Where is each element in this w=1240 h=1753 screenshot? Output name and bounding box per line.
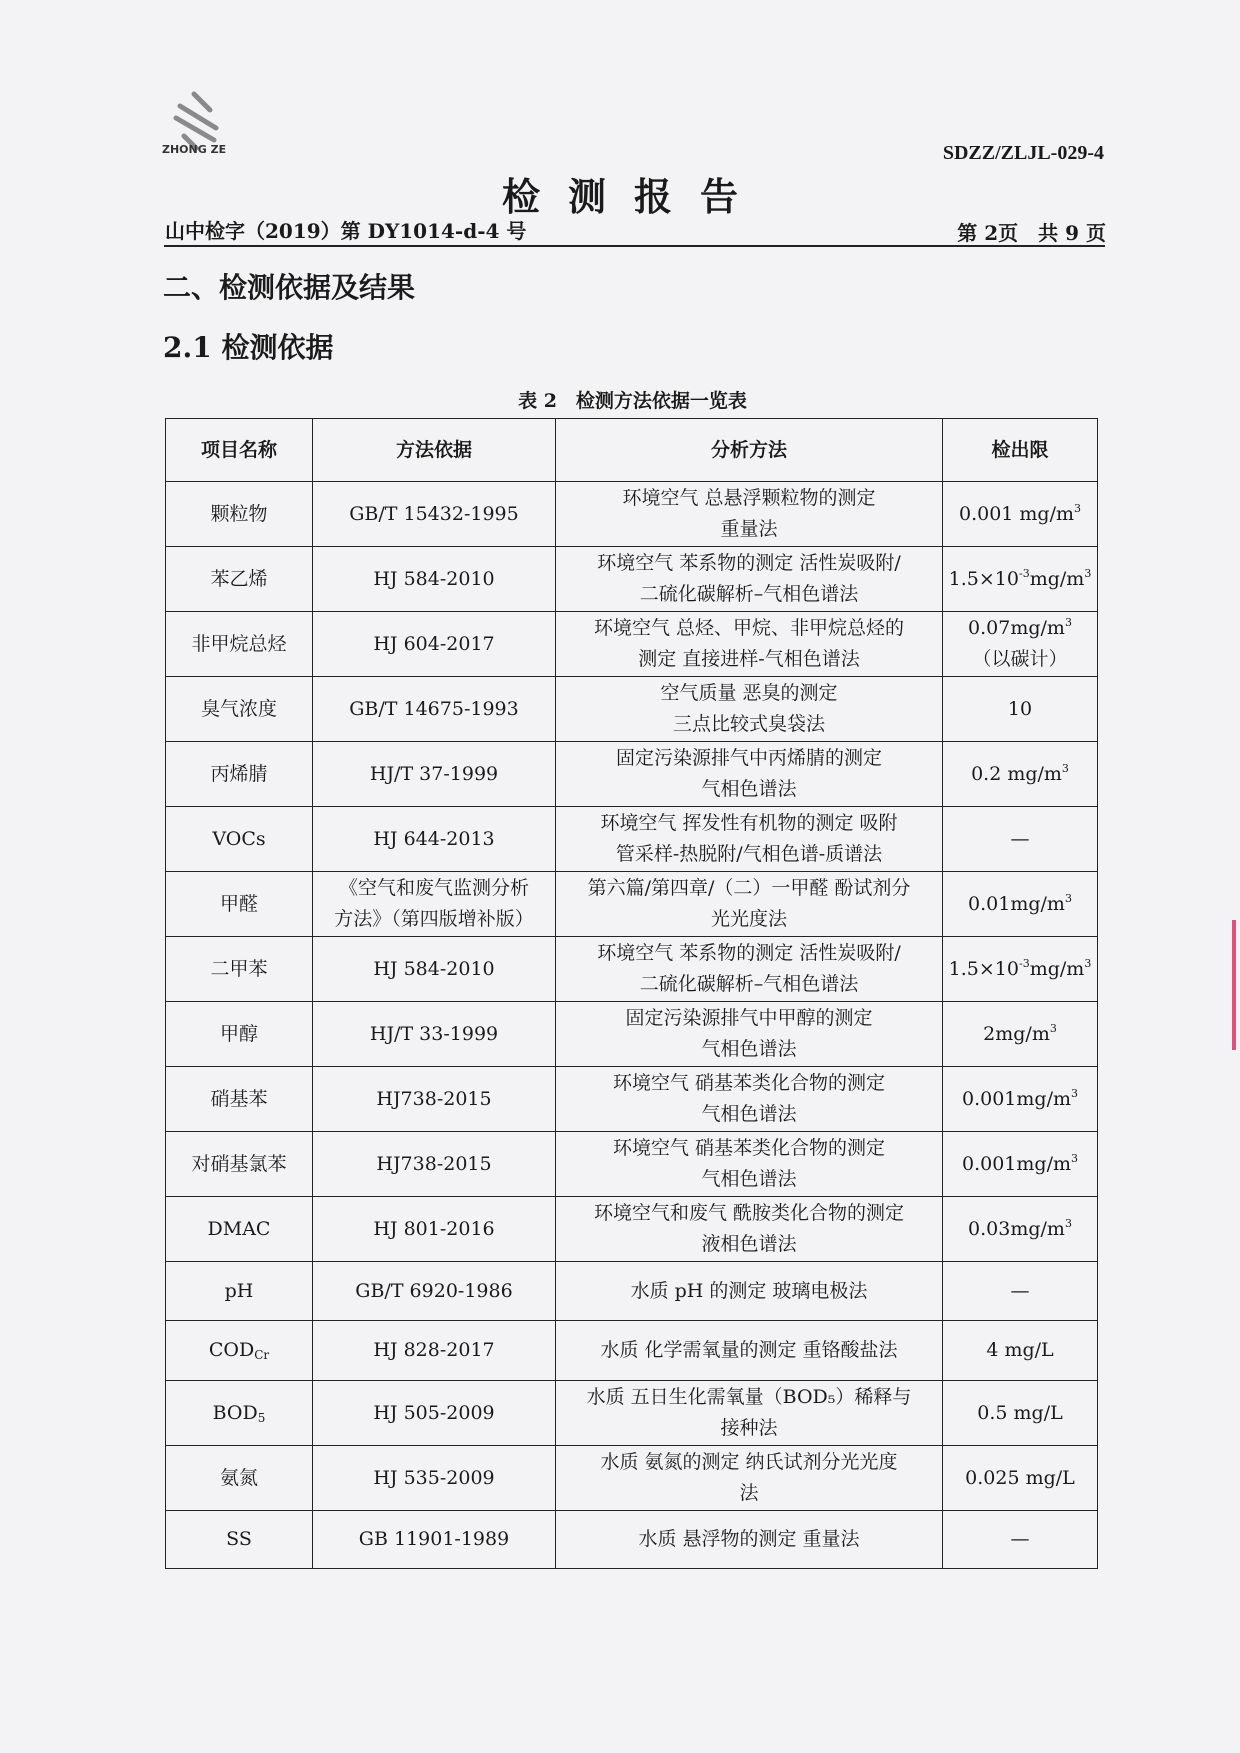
superscript: 3 — [1084, 956, 1092, 970]
cell-line: GB 11901-1989 — [358, 1528, 510, 1550]
method-basis-cell — [313, 1132, 556, 1197]
cell-line — [947, 1149, 1093, 1180]
cell-line: 环境空气 硝基苯类化合物的测定 — [612, 1072, 886, 1094]
table-header-row — [166, 419, 1098, 482]
cell-line — [947, 889, 1093, 920]
cell-line: 测定 直接进样-气相色谱法 — [638, 648, 860, 670]
superscript: 3 — [1074, 501, 1082, 515]
analysis-method-cell — [556, 482, 943, 547]
cell-line: HJ738-2015 — [376, 1087, 492, 1110]
text: 0.07mg/m — [968, 617, 1065, 639]
cell-line: 环境空气 硝基苯类化合物的测定 — [612, 1137, 886, 1159]
cell-line: 环境空气 总烃、甲烷、非甲烷总烃的 — [593, 617, 905, 639]
cell-line: HJ 644-2013 — [373, 827, 495, 850]
detection-limit-cell — [943, 1197, 1098, 1262]
cell-line: 重量法 — [720, 518, 778, 540]
cell-line: 环境空气 苯系物的测定 活性炭吸附/ — [597, 552, 901, 574]
superscript: 3 — [1084, 566, 1092, 580]
table-row — [166, 612, 1098, 677]
table-row — [166, 1132, 1098, 1197]
text: — — [1010, 1528, 1030, 1550]
cell-line: 水质 悬浮物的测定 重量法 — [638, 1528, 860, 1550]
detection-limit-cell — [943, 612, 1098, 677]
text: — — [1010, 1279, 1030, 1302]
subsection-heading: 2.1 检测依据 — [163, 331, 334, 364]
cell-line: 第六篇/第四章/（二）一甲醛 酚试剂分 — [587, 877, 911, 899]
method-basis-cell — [313, 937, 556, 1002]
text: 二甲苯 — [210, 957, 268, 980]
analysis-method-cell — [556, 807, 943, 872]
text: 氨氮 — [219, 1466, 258, 1489]
method-basis-cell — [313, 1067, 556, 1132]
table-row — [166, 677, 1098, 742]
analysis-method-cell — [556, 677, 943, 742]
cell-line — [947, 613, 1093, 644]
header-divider — [164, 245, 1105, 247]
analysis-method-cell — [556, 872, 943, 937]
cell-line: 《空气和废气监测分析 — [338, 877, 529, 899]
cell-line — [170, 1276, 308, 1307]
text: 颗粒物 — [210, 502, 268, 525]
cell-line: 二硫化碳解析–气相色谱法 — [639, 583, 859, 605]
method-basis-cell — [313, 1511, 556, 1569]
cell-line: HJ 584-2010 — [373, 567, 495, 590]
superscript: 3 — [1071, 1086, 1078, 1100]
cell-line: 气相色谱法 — [701, 1038, 797, 1060]
cell-line — [947, 1335, 1093, 1366]
text: 丙烯腈 — [210, 762, 268, 785]
cell-line: 管采样-热脱附/气相色谱-质谱法 — [615, 843, 883, 865]
method-basis-cell — [313, 872, 556, 937]
text: DMAC — [207, 1217, 271, 1240]
item-name-cell — [166, 482, 313, 547]
table-row — [166, 1002, 1098, 1067]
column-header: 项目名称 — [166, 419, 313, 482]
text: 0.5 mg/L — [977, 1401, 1063, 1424]
cell-line: 环境空气 总悬浮颗粒物的测定 — [622, 487, 876, 509]
detection-limit-cell — [943, 937, 1098, 1002]
cell-line: HJ/T 37-1999 — [369, 762, 499, 785]
item-name-cell — [166, 807, 313, 872]
cell-line: 接种法 — [720, 1417, 778, 1439]
text: SS — [226, 1528, 252, 1550]
detection-limit-cell — [943, 1067, 1098, 1132]
table-row — [166, 1511, 1098, 1569]
cell-line — [947, 759, 1093, 790]
analysis-method-cell — [556, 612, 943, 677]
analysis-method-cell — [556, 1067, 943, 1132]
cell-line: 环境空气 挥发性有机物的测定 吸附 — [600, 812, 898, 834]
table-row — [166, 1197, 1098, 1262]
text: COD — [208, 1339, 255, 1361]
logo-text: ZHONG ZE — [162, 143, 227, 156]
cell-line: 液相色谱法 — [701, 1233, 797, 1255]
method-basis-cell — [313, 547, 556, 612]
item-name-cell — [166, 1381, 313, 1446]
text: — — [1010, 827, 1030, 850]
superscript: 3 — [1064, 616, 1072, 629]
text: 0.001 mg/m — [958, 502, 1075, 525]
method-table — [165, 418, 1098, 1569]
detection-limit-cell — [943, 807, 1098, 872]
analysis-method-cell — [556, 742, 943, 807]
cell-line — [170, 954, 308, 985]
cell-line — [170, 694, 308, 725]
text: 对硝基氯苯 — [191, 1152, 287, 1175]
cell-line — [947, 1463, 1093, 1494]
text: 0.001mg/m — [962, 1152, 1071, 1175]
cell-line: 三点比较式臭袋法 — [672, 713, 825, 735]
text: 非甲烷总烃 — [191, 632, 287, 655]
table-row — [166, 742, 1098, 807]
item-name-cell — [166, 677, 313, 742]
table-row — [166, 1321, 1098, 1381]
table-row — [166, 1381, 1098, 1446]
detection-limit-cell — [943, 1002, 1098, 1067]
text: 甲醇 — [219, 1022, 258, 1045]
analysis-method-cell — [556, 1511, 943, 1569]
table-row — [166, 1067, 1098, 1132]
method-basis-cell — [313, 1002, 556, 1067]
cell-line: GB/T 14675-1993 — [349, 697, 519, 720]
method-basis-cell — [313, 1262, 556, 1321]
page-number: 第 2页 共 9 页 — [957, 221, 1106, 245]
text: 0.025 mg/L — [965, 1466, 1075, 1489]
table-row — [166, 482, 1098, 547]
cell-line: 气相色谱法 — [701, 778, 797, 800]
cell-line — [170, 824, 308, 855]
method-basis-cell — [313, 612, 556, 677]
cell-line — [170, 759, 308, 790]
detection-limit-cell — [943, 677, 1098, 742]
cell-line: HJ/T 33-1999 — [369, 1022, 499, 1045]
text: 臭气浓度 — [200, 697, 277, 720]
cell-line: HJ 584-2010 — [373, 957, 495, 980]
cell-line — [170, 564, 308, 595]
table-row — [166, 807, 1098, 872]
item-name-cell — [166, 547, 313, 612]
detection-limit-cell — [943, 482, 1098, 547]
detection-limit-cell — [943, 1511, 1098, 1569]
detection-limit-cell — [943, 1321, 1098, 1381]
section-heading: 二、检测依据及结果 — [163, 271, 416, 304]
cell-line — [170, 1463, 308, 1494]
cell-line — [170, 1398, 308, 1429]
text: 2mg/m — [983, 1022, 1050, 1045]
table-row — [166, 1446, 1098, 1511]
cell-line — [947, 564, 1093, 595]
table-caption: 表 2 检测方法依据一览表 — [518, 390, 747, 412]
cell-line: HJ 505-2009 — [373, 1401, 495, 1424]
cell-line: HJ 535-2009 — [373, 1466, 495, 1489]
cell-line: HJ738-2015 — [376, 1152, 492, 1175]
analysis-method-cell — [556, 1381, 943, 1446]
text: 0.2 mg/m — [971, 762, 1062, 785]
cell-line — [170, 499, 308, 530]
cell-line: 固定污染源排气中甲醇的测定 — [625, 1007, 873, 1029]
column-header: 检出限 — [943, 419, 1098, 482]
cell-line: 二硫化碳解析–气相色谱法 — [639, 973, 859, 995]
subscript: 5 — [257, 1410, 266, 1425]
analysis-method-cell — [556, 1262, 943, 1321]
analysis-method-cell — [556, 547, 943, 612]
cell-line — [170, 1335, 308, 1366]
cell-line: 水质 五日生化需氧量（BOD₅）稀释与 — [586, 1386, 912, 1408]
method-basis-cell — [313, 1321, 556, 1381]
cell-line: 固定污染源排气中丙烯腈的测定 — [615, 747, 882, 769]
cell-line — [170, 1524, 308, 1555]
method-basis-cell — [313, 1381, 556, 1446]
cell-line: 方法》（第四版增补版） — [334, 908, 534, 930]
text: 4 mg/L — [986, 1339, 1054, 1361]
cell-line: 水质 氨氮的测定 纳氏试剂分光光度 — [600, 1451, 898, 1473]
item-name-cell — [166, 742, 313, 807]
method-basis-cell — [313, 482, 556, 547]
cell-line — [170, 889, 308, 920]
text: 1.5×10 — [948, 957, 1019, 980]
edge-stamp-mark — [1232, 920, 1236, 1050]
cell-line — [947, 1398, 1093, 1429]
cell-line: HJ 801-2016 — [373, 1217, 495, 1240]
method-basis-cell — [313, 807, 556, 872]
detection-limit-cell — [943, 1262, 1098, 1321]
cell-line: 空气质量 恶臭的测定 — [660, 682, 838, 704]
text: mg/m — [1029, 567, 1085, 590]
analysis-method-cell — [556, 1197, 943, 1262]
table-row — [166, 1262, 1098, 1321]
table-row — [166, 937, 1098, 1002]
text: BOD — [212, 1401, 258, 1424]
method-basis-cell — [313, 742, 556, 807]
text: 苯乙烯 — [210, 567, 268, 590]
table-row — [166, 872, 1098, 937]
method-basis-cell — [313, 1197, 556, 1262]
item-name-cell — [166, 1321, 313, 1381]
cell-line — [947, 824, 1093, 855]
item-name-cell — [166, 1511, 313, 1569]
cell-line — [170, 1084, 308, 1115]
cell-line — [947, 644, 1093, 675]
subscript: Cr — [254, 1348, 270, 1362]
text: 0.03mg/m — [968, 1217, 1065, 1240]
item-name-cell — [166, 612, 313, 677]
analysis-method-cell — [556, 937, 943, 1002]
cell-line — [947, 1019, 1093, 1050]
cell-line — [947, 499, 1093, 530]
text: mg/m — [1029, 957, 1085, 980]
superscript: 3 — [1064, 891, 1072, 905]
text: 10 — [1007, 697, 1033, 720]
superscript: -3 — [1019, 566, 1030, 580]
cell-line: GB/T 15432-1995 — [349, 502, 519, 525]
cell-line: GB/T 6920-1986 — [355, 1279, 513, 1302]
detection-limit-cell — [943, 547, 1098, 612]
text: VOCs — [212, 827, 266, 850]
cell-line — [947, 694, 1093, 725]
cell-line — [947, 1214, 1093, 1245]
cell-line — [947, 954, 1093, 985]
cell-line — [170, 1019, 308, 1050]
item-name-cell — [166, 937, 313, 1002]
superscript: -3 — [1019, 956, 1030, 970]
analysis-method-cell — [556, 1002, 943, 1067]
cell-line: 水质 pH 的测定 玻璃电极法 — [630, 1279, 868, 1302]
method-basis-cell — [313, 1446, 556, 1511]
cell-line: 气相色谱法 — [701, 1168, 797, 1190]
cell-line — [947, 1084, 1093, 1115]
analysis-method-cell — [556, 1132, 943, 1197]
report-number: 山中检字（2019）第 DY1014-d-4 号 — [165, 219, 527, 243]
item-name-cell — [166, 1446, 313, 1511]
cell-line: HJ 828-2017 — [373, 1339, 495, 1361]
cell-line: HJ 604-2017 — [373, 632, 495, 655]
detection-limit-cell — [943, 1446, 1098, 1511]
page-title: 检测报告 — [501, 174, 766, 219]
document-code: SDZZ/ZLJL-029-4 — [942, 142, 1104, 164]
cell-line: 环境空气和废气 酰胺类化合物的测定 — [593, 1202, 905, 1224]
item-name-cell — [166, 1262, 313, 1321]
cell-line: 气相色谱法 — [701, 1103, 797, 1125]
cell-line — [170, 1214, 308, 1245]
column-header: 方法依据 — [313, 419, 556, 482]
detection-limit-cell — [943, 1381, 1098, 1446]
item-name-cell — [166, 1002, 313, 1067]
superscript: 3 — [1061, 761, 1069, 775]
text: 硝基苯 — [210, 1087, 268, 1110]
text: 1.5×10 — [948, 567, 1019, 590]
table-row — [166, 547, 1098, 612]
item-name-cell — [166, 1067, 313, 1132]
analysis-method-cell — [556, 1321, 943, 1381]
detection-limit-cell — [943, 872, 1098, 937]
item-name-cell — [166, 872, 313, 937]
analysis-method-cell — [556, 1446, 943, 1511]
superscript: 3 — [1049, 1021, 1057, 1035]
text: 甲醛 — [219, 892, 258, 915]
cell-line — [947, 1524, 1093, 1555]
column-header: 分析方法 — [556, 419, 943, 482]
item-name-cell — [166, 1197, 313, 1262]
method-basis-cell — [313, 677, 556, 742]
text: pH — [224, 1279, 254, 1302]
cell-line — [947, 1276, 1093, 1307]
item-name-cell — [166, 1132, 313, 1197]
detection-limit-cell — [943, 742, 1098, 807]
cell-line: 环境空气 苯系物的测定 活性炭吸附/ — [597, 942, 901, 964]
detection-limit-cell — [943, 1132, 1098, 1197]
cell-line: 水质 化学需氧量的测定 重铬酸盐法 — [600, 1339, 898, 1361]
text: 0.01mg/m — [968, 892, 1065, 915]
cell-line — [170, 1149, 308, 1180]
superscript: 3 — [1071, 1151, 1078, 1165]
text: 0.001mg/m — [962, 1087, 1071, 1110]
cell-line: 法 — [739, 1482, 759, 1504]
text: （以碳计） — [972, 648, 1068, 670]
superscript: 3 — [1064, 1216, 1072, 1230]
cell-line — [170, 629, 308, 660]
cell-line: 光光度法 — [710, 908, 787, 930]
